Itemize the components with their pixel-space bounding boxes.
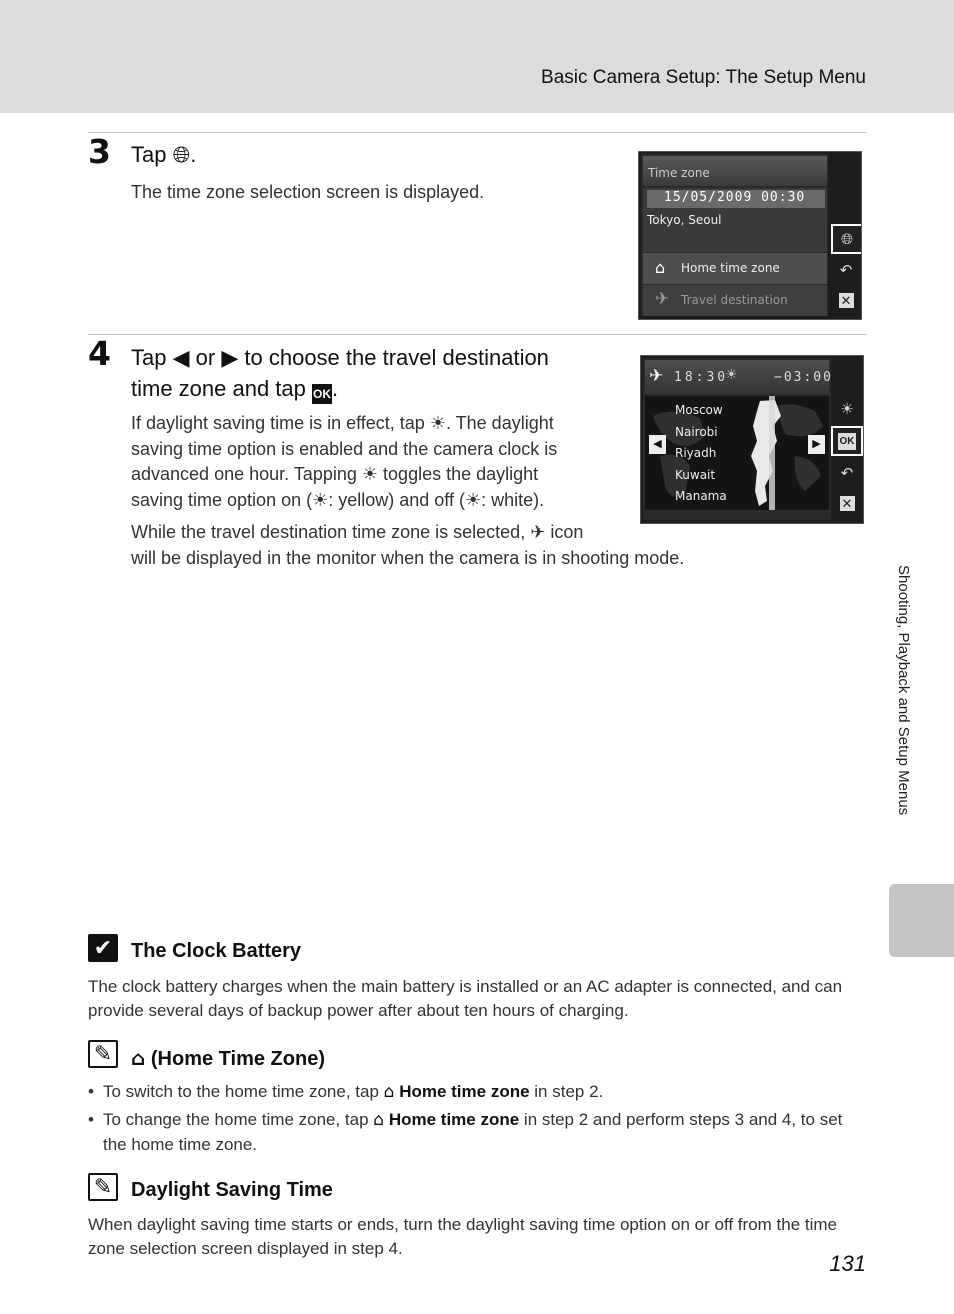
bold-term: Home time zone [388, 1110, 520, 1129]
ok-button[interactable] [831, 426, 863, 456]
bullet-text-part: in step 2. [534, 1082, 604, 1101]
body-text: . The daylight saving time option is enabled and the camera clock is advanced one hour. Tapping [131, 413, 558, 484]
city-list [675, 400, 727, 508]
bullet-dot: • [88, 1110, 94, 1129]
world-globe-icon: 🌐︎ [172, 143, 191, 168]
datetime-value: 15/05/2009 00:30 [664, 190, 806, 205]
divider [88, 334, 866, 335]
bullet-text [103, 1080, 868, 1105]
travel-destination-screen [640, 355, 864, 524]
screen-title: Time zone [648, 166, 710, 180]
next-zone-button[interactable] [808, 435, 825, 454]
body-text: toggles the daylight saving time option on ( [131, 464, 539, 510]
daylight-saving-icon: ☀ [312, 489, 329, 511]
step-body: The time zone selection screen is displayed. [131, 182, 485, 202]
body-text: If daylight saving time is in effect, tap [131, 413, 425, 433]
menu-label: Home time zone [681, 261, 780, 275]
step-title [131, 343, 601, 404]
back-button[interactable] [835, 259, 857, 281]
title-text: or [195, 345, 216, 370]
close-icon: ✕ [839, 293, 854, 308]
header-band [0, 0, 954, 113]
ok-icon: OK [838, 433, 856, 450]
body-text: icon [550, 522, 584, 542]
step-body [131, 411, 593, 513]
side-section-label: Shooting, Playback and Setup Menus [895, 565, 912, 816]
city-name: Tokyo, Seoul [647, 213, 722, 227]
menu-label: Travel destination [681, 293, 788, 307]
step-title [131, 140, 196, 171]
header-title: Basic Camera Setup: The Setup Menu [541, 67, 866, 88]
daylight-saving-icon: ☀ [429, 413, 446, 434]
list-item [88, 1080, 868, 1105]
city-item: Kuwait [675, 467, 716, 482]
checkmark-icon: ✔ [88, 934, 118, 962]
right-arrow-icon: ▶ [812, 438, 821, 450]
step-number: 3 [88, 132, 111, 171]
travel-destination-icon: ✈ [530, 522, 546, 543]
note-body: When daylight saving time starts or ends, turn the daylight saving time option on or off from the time zone selection screen displayed in step 4. [88, 1215, 838, 1258]
close-button[interactable] [836, 492, 858, 514]
body-text: will be displayed in the monitor when the camera is in shooting mode. [131, 547, 685, 568]
airplane-icon: ✈ [655, 289, 670, 309]
world-map-graphic [645, 396, 829, 510]
city-item: Riyadh [675, 446, 717, 460]
airplane-icon: ✈ [649, 366, 664, 386]
body-text: : white). [481, 489, 545, 510]
title-text: Tap [131, 345, 167, 370]
close-button[interactable] [835, 289, 857, 311]
body-text: While the travel destination time zone is selected, [131, 522, 526, 542]
ok-icon: OK [312, 384, 332, 404]
time-offset: −03:00 [774, 370, 833, 385]
daylight-saving-indicator-icon: ☀ [725, 367, 738, 383]
daylight-saving-icon: ☀ [361, 464, 379, 485]
note-title: The Clock Battery [131, 940, 302, 962]
note-pencil-icon: ✎ [88, 1173, 118, 1201]
list-item [88, 1108, 868, 1156]
globe-icon: 🌐︎ [840, 230, 853, 248]
city-item: Nairobi [675, 424, 718, 439]
left-arrow-icon: ◀ [172, 346, 190, 371]
world-map-button[interactable] [831, 224, 862, 254]
bullet-text-part: in step 2 and perform steps 3 and 4, to set the home time zone. [103, 1110, 843, 1154]
home-icon: ⌂ [655, 258, 666, 277]
note-title: Daylight Saving Time [131, 1179, 333, 1201]
local-time: 18:30 [674, 370, 729, 385]
step-title-text: Tap [131, 142, 167, 167]
title-text: . [332, 376, 339, 401]
menu-item-travel-destination[interactable] [643, 285, 827, 316]
right-arrow-icon: ▶ [221, 346, 239, 371]
page-number: 131 [829, 1251, 866, 1276]
home-icon: ⌂ [131, 1046, 146, 1070]
world-map[interactable] [645, 396, 829, 510]
close-icon: ✕ [840, 496, 855, 511]
bullet-text-part: To switch to the home time zone, tap [103, 1082, 379, 1101]
daylight-saving-icon: ☀ [464, 489, 482, 511]
city-item: Moscow [675, 403, 723, 417]
daylight-saving-icon: ☀ [840, 400, 854, 418]
step-number: 4 [88, 334, 111, 373]
left-arrow-icon: ◀ [653, 438, 662, 450]
return-icon: ↶ [840, 464, 854, 482]
city-item: Manama [675, 489, 727, 503]
time-zone-screen [638, 151, 862, 320]
note-pencil-icon: ✎ [88, 1040, 118, 1068]
menu-item-home-time-zone[interactable] [643, 253, 827, 284]
daylight-saving-button[interactable] [836, 398, 858, 420]
note-title-text: (Home Time Zone) [150, 1048, 325, 1070]
home-icon: ⌂ [373, 1110, 385, 1130]
bullet-text-part: To change the home time zone, tap [103, 1110, 369, 1129]
note-body: The clock battery charges when the main battery is installed or an AC adapter is connected, and can provide several days of backup power after about ten hours of charging. [88, 977, 843, 1020]
step-title-end: . [190, 142, 197, 167]
title-text: time zone and tap [131, 376, 306, 401]
note-title [131, 1046, 325, 1071]
body-text: : yellow) and off ( [328, 489, 465, 510]
return-icon: ↶ [839, 261, 853, 279]
bullet-dot: • [88, 1082, 94, 1101]
title-text: to choose the travel destination [244, 345, 549, 370]
divider [88, 132, 866, 133]
bullet-text [103, 1108, 868, 1156]
section-tab [889, 884, 954, 957]
previous-zone-button[interactable] [649, 435, 666, 454]
home-icon: ⌂ [383, 1082, 395, 1102]
back-button[interactable] [836, 462, 858, 484]
bold-term: Home time zone [399, 1082, 530, 1101]
step-body [131, 520, 771, 571]
